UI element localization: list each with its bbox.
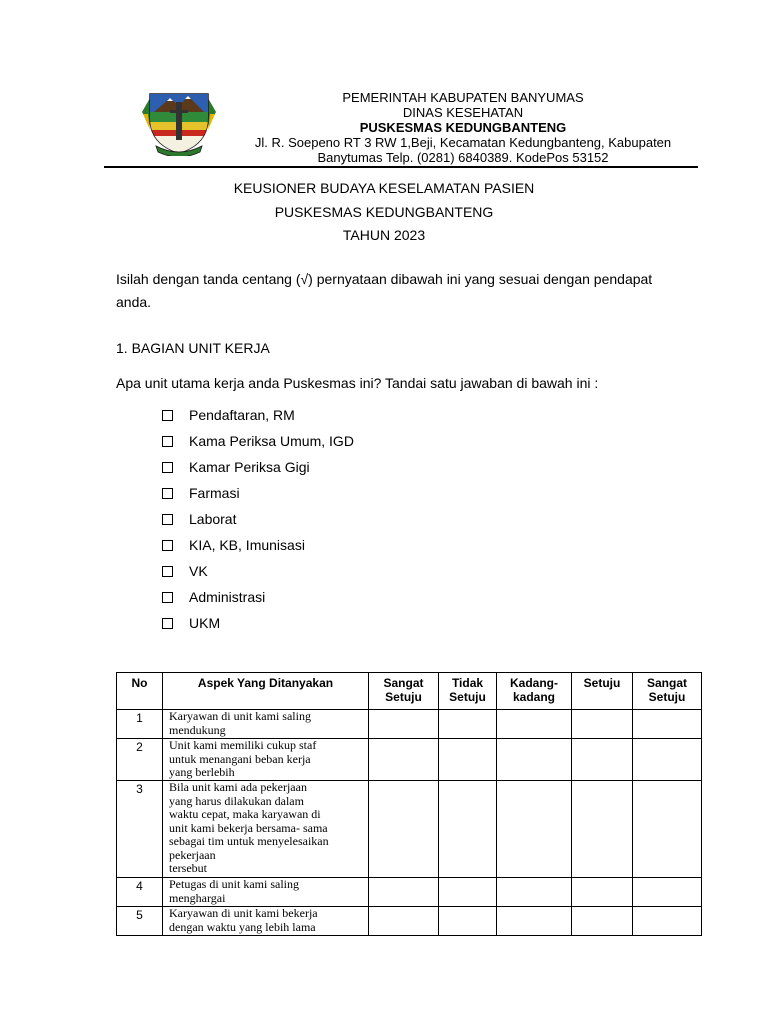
answer-cell[interactable] bbox=[369, 710, 439, 739]
answer-cell[interactable] bbox=[633, 878, 702, 907]
letterhead-institution: PUSKESMAS KEDUNGBANTENG bbox=[359, 120, 567, 135]
table-row bbox=[117, 710, 702, 739]
letterhead-address: Jl. R. Soepeno RT 3 RW 1,Beji, Kecamatan Kedungbanteng, Kabupaten bbox=[254, 135, 672, 150]
instruction-text: Isilah dengan tanda centang (√) pernyataan dibawah ini yang sesuai dengan pendapat anda. bbox=[116, 271, 653, 310]
table-row bbox=[117, 781, 702, 878]
answer-cell[interactable] bbox=[439, 739, 497, 781]
answer-cell[interactable] bbox=[633, 907, 702, 936]
answer-cell[interactable] bbox=[497, 739, 572, 781]
row-number: 5 bbox=[117, 907, 163, 936]
row-question: Unit kami memiliki cukup staf untuk menangani beban kerja yang berlebih bbox=[163, 739, 369, 781]
checkbox[interactable] bbox=[162, 462, 173, 473]
letterhead-government: PEMERINTAH KABUPATEN BANYUMAS bbox=[342, 90, 584, 105]
answer-cell[interactable] bbox=[633, 739, 702, 781]
option-label: KIA, KB, Imunisasi bbox=[189, 537, 305, 553]
option-label: UKM bbox=[189, 615, 221, 631]
answer-cell[interactable] bbox=[497, 781, 572, 878]
checkbox[interactable] bbox=[162, 436, 173, 447]
option-label: Laborat bbox=[189, 511, 237, 527]
answer-cell[interactable] bbox=[369, 781, 439, 878]
row-number: 1 bbox=[117, 710, 163, 739]
row-question: Karyawan di unit kami saling mendukung bbox=[163, 710, 369, 739]
document-subtitle: PUSKESMAS KEDUNGBANTENG bbox=[274, 204, 494, 220]
option-item[interactable] bbox=[162, 532, 354, 558]
answer-cell[interactable] bbox=[439, 710, 497, 739]
answer-cell[interactable] bbox=[439, 878, 497, 907]
option-item[interactable] bbox=[162, 610, 354, 636]
answer-cell[interactable] bbox=[633, 781, 702, 878]
section-question: Apa unit utama kerja anda Puskesmas ini? Tandai satu jawaban di bawah ini : bbox=[116, 375, 599, 391]
answer-cell[interactable] bbox=[572, 907, 633, 936]
header-sangat-setuju-2: Sangat Setuju bbox=[633, 673, 702, 710]
answer-cell[interactable] bbox=[572, 710, 633, 739]
option-label: Kamar Periksa Gigi bbox=[189, 459, 310, 475]
document-year: TAHUN 2023 bbox=[342, 227, 426, 243]
row-number: 4 bbox=[117, 878, 163, 907]
row-number: 3 bbox=[117, 781, 163, 878]
letterhead-department: DINAS KESEHATAN bbox=[402, 105, 524, 120]
answer-cell[interactable] bbox=[369, 878, 439, 907]
table-row bbox=[117, 907, 702, 936]
option-item[interactable] bbox=[162, 558, 354, 584]
option-item[interactable] bbox=[162, 402, 354, 428]
row-question: Petugas di unit kami saling menghargai bbox=[163, 878, 369, 907]
answer-cell[interactable] bbox=[369, 739, 439, 781]
letterhead-text bbox=[248, 90, 678, 165]
row-question: Bila unit kami ada pekerjaan yang harus dilakukan dalam waktu cepat, maka karyawan di unit kami bekerja bersama- sama sebagai tim untuk menyelesaikan pekerjaan tersebut bbox=[163, 781, 369, 878]
header-aspek: Aspek Yang Ditanyakan bbox=[163, 673, 369, 710]
letterhead-divider bbox=[104, 166, 698, 168]
questionnaire-table bbox=[116, 672, 702, 936]
checkbox[interactable] bbox=[162, 514, 173, 525]
checkbox[interactable] bbox=[162, 618, 173, 629]
unit-options-list bbox=[162, 402, 354, 636]
answer-cell[interactable] bbox=[572, 781, 633, 878]
option-item[interactable] bbox=[162, 506, 354, 532]
checkbox[interactable] bbox=[162, 592, 173, 603]
letterhead-contact: Banytumas Telp. (0281) 6840389. KodePos 53152 bbox=[317, 150, 609, 165]
answer-cell[interactable] bbox=[572, 878, 633, 907]
checkbox[interactable] bbox=[162, 540, 173, 551]
answer-cell[interactable] bbox=[439, 781, 497, 878]
header-kadang-kadang: Kadang- kadang bbox=[497, 673, 572, 710]
answer-cell[interactable] bbox=[369, 907, 439, 936]
header-setuju: Setuju bbox=[572, 673, 633, 710]
answer-cell[interactable] bbox=[633, 710, 702, 739]
option-item[interactable] bbox=[162, 584, 354, 610]
checkbox[interactable] bbox=[162, 488, 173, 499]
option-item[interactable] bbox=[162, 480, 354, 506]
header-no: No bbox=[117, 673, 163, 710]
letterhead bbox=[0, 0, 768, 170]
banyumas-emblem-icon bbox=[140, 88, 218, 156]
answer-cell[interactable] bbox=[497, 878, 572, 907]
answer-cell[interactable] bbox=[497, 907, 572, 936]
header-sangat-setuju: Sangat Setuju bbox=[369, 673, 439, 710]
table-row bbox=[117, 878, 702, 907]
option-label: Pendaftaran, RM bbox=[189, 407, 295, 423]
answer-cell[interactable] bbox=[497, 710, 572, 739]
answer-cell[interactable] bbox=[439, 907, 497, 936]
section-heading: 1. BAGIAN UNIT KERJA bbox=[116, 340, 270, 356]
option-item[interactable] bbox=[162, 454, 354, 480]
row-question: Karyawan di unit kami bekerja dengan waktu yang lebih lama bbox=[163, 907, 369, 936]
row-number: 2 bbox=[117, 739, 163, 781]
option-label: VK bbox=[189, 563, 208, 579]
checkbox[interactable] bbox=[162, 566, 173, 577]
option-label: Administrasi bbox=[189, 589, 266, 605]
document-title: KEUSIONER BUDAYA KESELAMATAN PASIEN bbox=[233, 180, 535, 196]
table-row bbox=[117, 739, 702, 781]
header-tidak-setuju: Tidak Setuju bbox=[439, 673, 497, 710]
table-header-row bbox=[117, 673, 702, 710]
option-label: Kama Periksa Umum, IGD bbox=[189, 433, 354, 449]
checkbox[interactable] bbox=[162, 410, 173, 421]
answer-cell[interactable] bbox=[572, 739, 633, 781]
option-label: Farmasi bbox=[189, 485, 240, 501]
option-item[interactable] bbox=[162, 428, 354, 454]
